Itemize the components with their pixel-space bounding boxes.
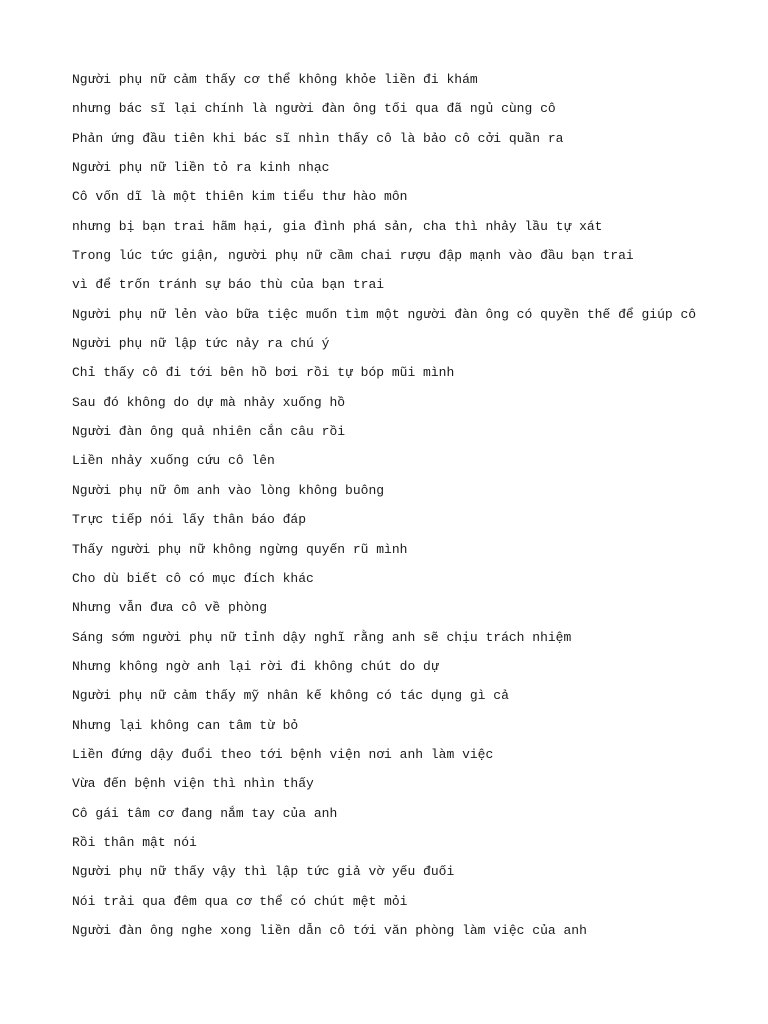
text-line: Người phụ nữ cảm thấy cơ thể không khỏe liền đi khám	[72, 72, 478, 87]
text-line: Người phụ nữ cảm thấy mỹ nhân kế không có tác dụng gì cả	[72, 688, 509, 704]
text-line: Người phụ nữ thấy vậy thì lập tức giả vờ yếu đuối	[72, 864, 455, 880]
text-line: Rồi thân mật nói	[72, 834, 197, 850]
text-line: Trong lúc tức giận, người phụ nữ cầm chai rượu đập mạnh vào đầu bạn trai	[72, 248, 634, 264]
text-line: Người đàn ông nghe xong liền dẫn cô tới văn phòng làm việc của anh	[72, 922, 587, 938]
text-line: Người phụ nữ ôm anh vào lòng không buông	[72, 482, 385, 498]
text-line: vì để trốn tránh sự báo thù của bạn trai	[72, 277, 385, 293]
text-line: Liền đứng dậy đuổi theo tới bệnh viện nơi anh làm việc	[72, 746, 494, 762]
text-line: Người đàn ông quả nhiên cắn câu rồi	[72, 424, 346, 440]
text-line: Phản ứng đầu tiên khi bác sĩ nhìn thấy cô là bảo cô cởi quần ra	[72, 130, 564, 146]
text-line: nhưng bác sĩ lại chính là người đàn ông tối qua đã ngủ cùng cô	[72, 101, 556, 117]
text-line: Cô gái tâm cơ đang nắm tay của anh	[72, 805, 338, 821]
text-line: Cô vốn dĩ là một thiên kim tiểu thư hào môn	[72, 189, 408, 205]
text-line: Nhưng không ngờ anh lại rời đi không chút do dự	[72, 658, 439, 674]
text-line: Sau đó không do dự mà nhảy xuống hồ	[72, 394, 346, 410]
text-line: Nói trải qua đêm qua cơ thể có chút mệt mỏi	[72, 893, 408, 909]
text-line: Thấy người phụ nữ không ngừng quyến rũ mình	[72, 541, 408, 557]
story-text	[72, 70, 696, 950]
text-line: Người phụ nữ lẻn vào bữa tiệc muốn tìm một người đàn ông có quyền thế để giúp cô	[72, 306, 697, 322]
text-line: Nhưng vẫn đưa cô về phòng	[72, 600, 268, 616]
text-line: Liền nhảy xuống cứu cô lên	[72, 453, 275, 469]
text-line: Vừa đến bệnh viện thì nhìn thấy	[72, 776, 314, 792]
text-line: Trực tiếp nói lấy thân báo đáp	[72, 512, 307, 528]
text-line: Sáng sớm người phụ nữ tỉnh dậy nghĩ rằng anh sẽ chịu trách nhiệm	[72, 629, 572, 645]
text-line: nhưng bị bạn trai hãm hại, gia đình phá sản, cha thì nhảy lầu tự xát	[72, 218, 603, 234]
text-line: Người phụ nữ liền tỏ ra kinh nhạc	[72, 160, 330, 176]
text-line: Chỉ thấy cô đi tới bên hồ bơi rồi tự bóp mũi mình	[72, 365, 455, 381]
text-line: Người phụ nữ lập tức nảy ra chú ý	[72, 336, 330, 352]
text-line: Cho dù biết cô có mục đích khác	[72, 570, 314, 586]
text-line: Nhưng lại không can tâm từ bỏ	[72, 717, 299, 733]
